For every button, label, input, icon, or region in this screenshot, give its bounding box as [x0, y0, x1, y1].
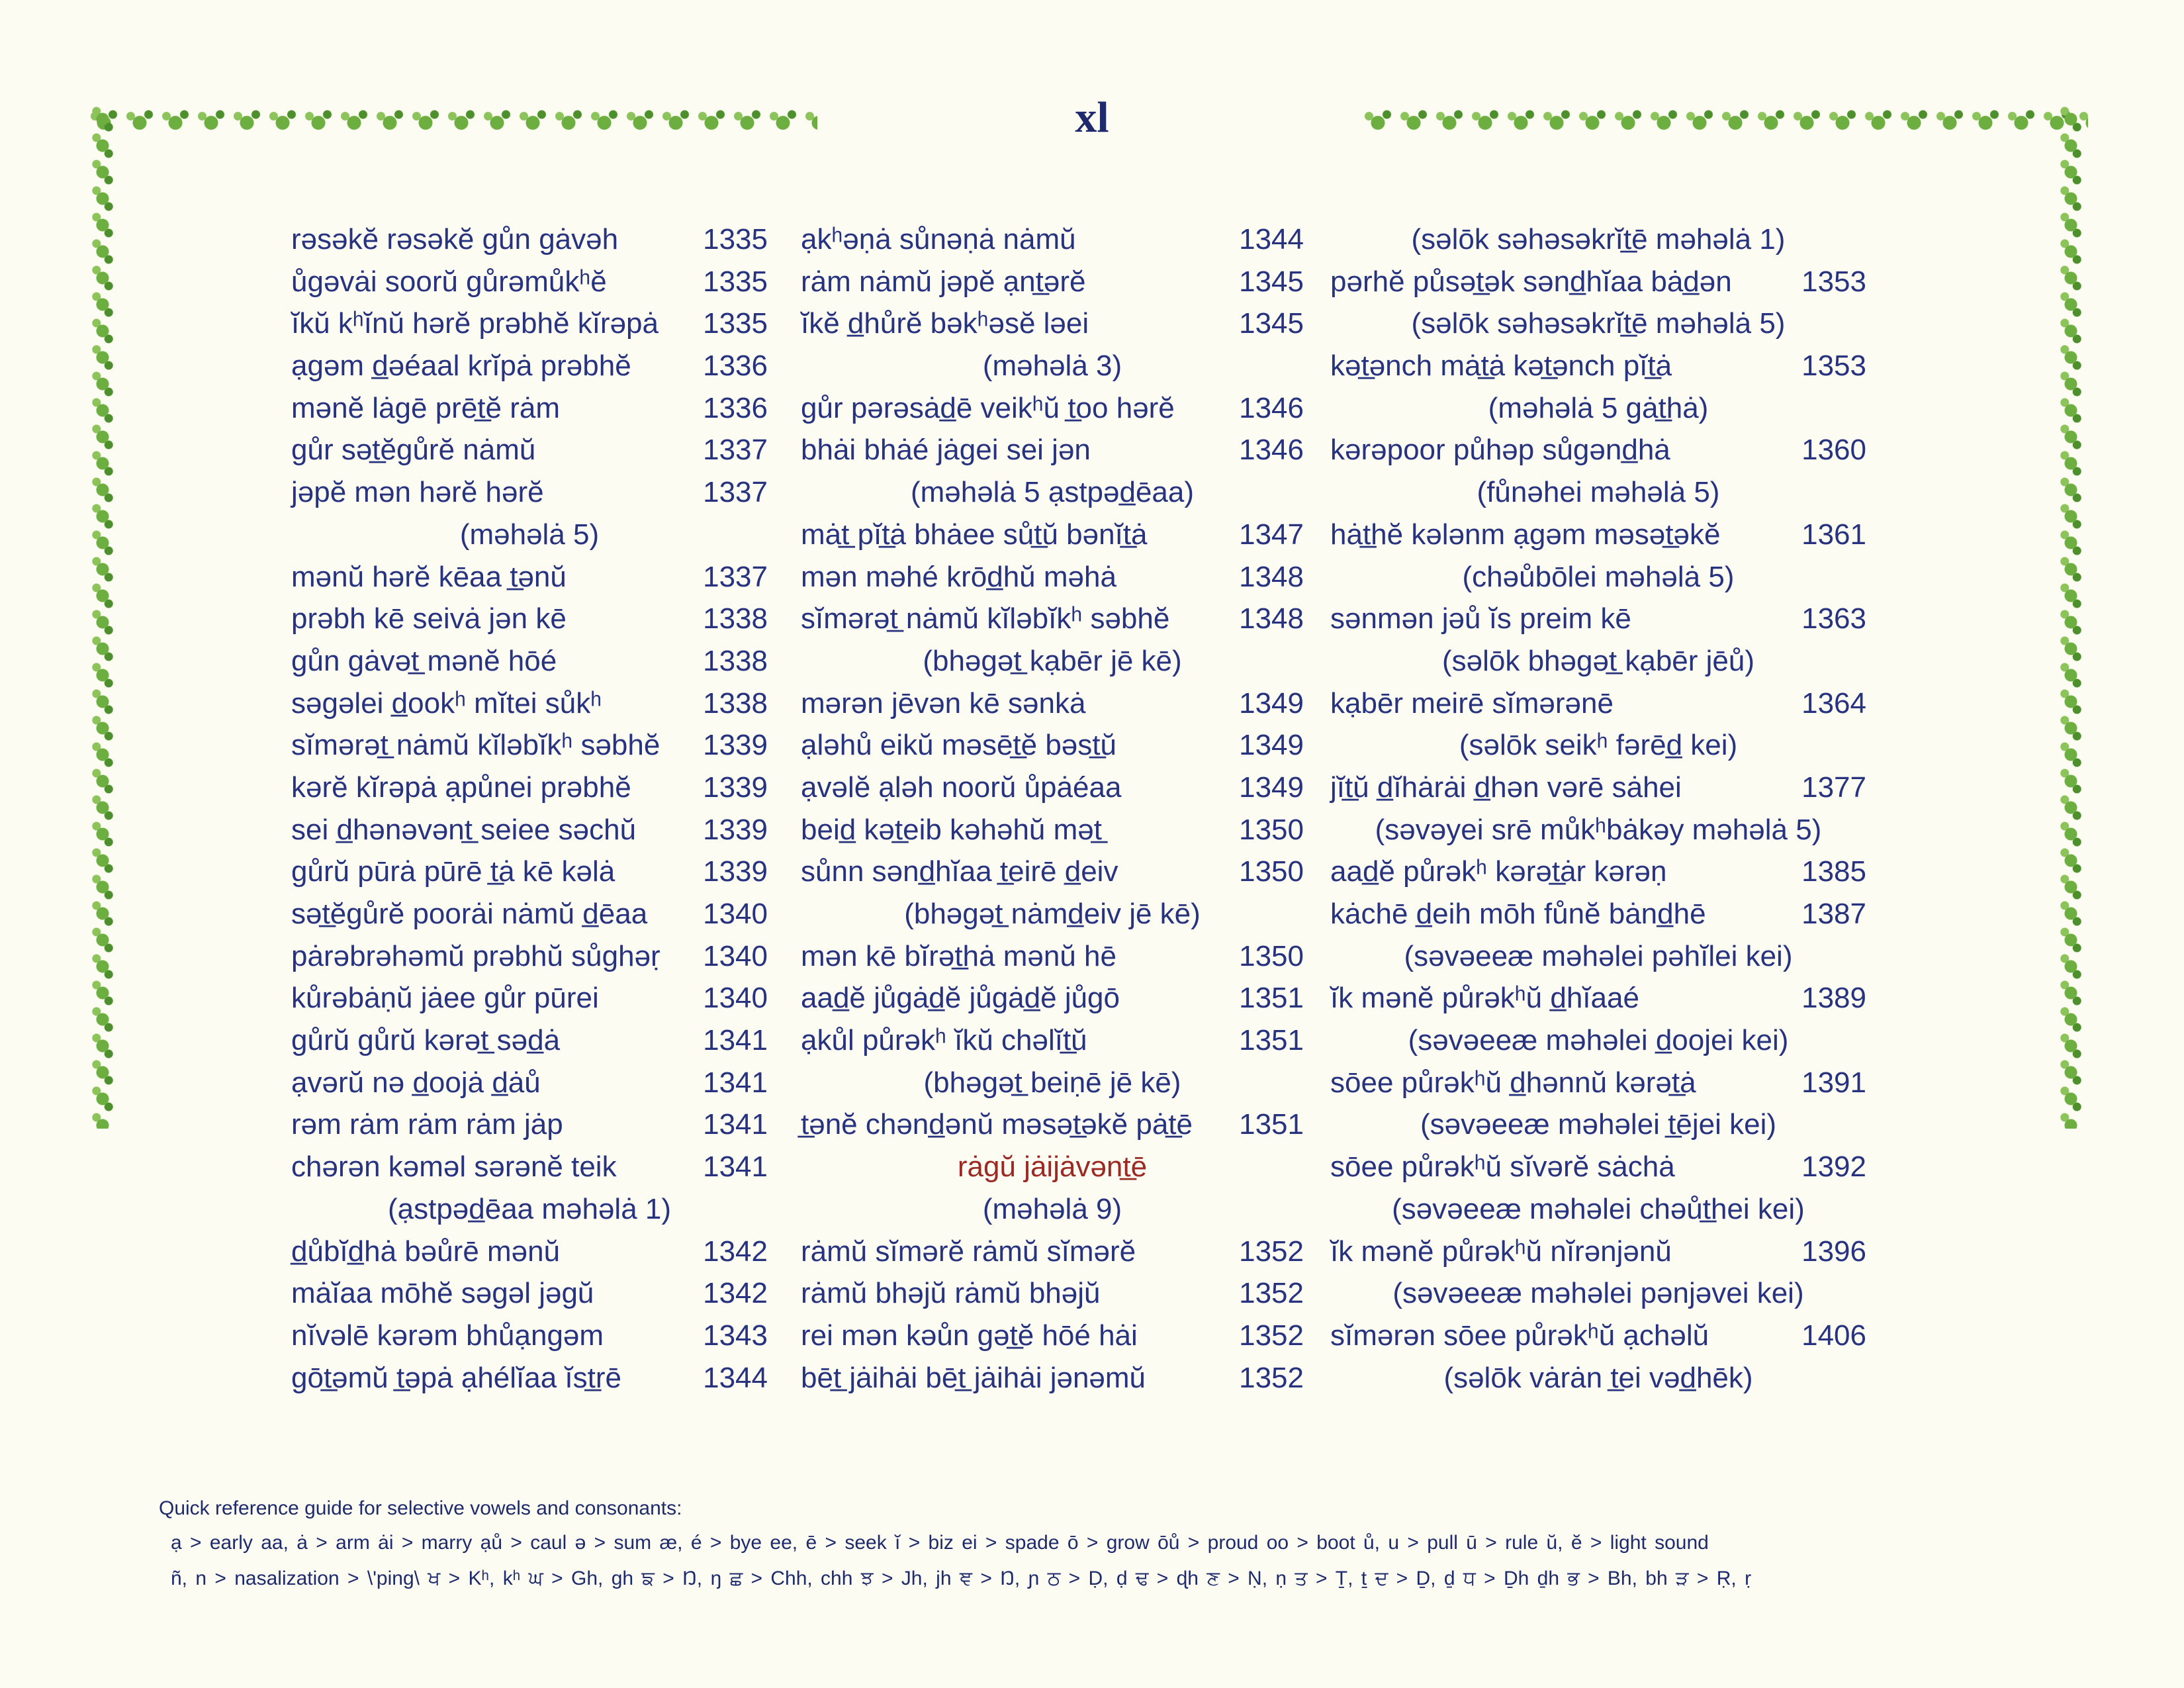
entry-text: (chəůbōlei məhəlȧ 5) — [1462, 560, 1735, 593]
section-heading — [291, 514, 768, 556]
entry-text: (məhəlȧ 5) — [459, 518, 600, 551]
entry-text: mən məhé krōd̲hŭ məhȧ — [801, 560, 1116, 593]
entry-page-number: 1377 — [1801, 771, 1866, 804]
entry-text: gůn gȧvət̲ mənĕ hōé — [291, 644, 557, 677]
section-heading — [1330, 303, 1866, 345]
section-heading — [1330, 471, 1866, 514]
entry-text: (səlōk seikʰ fərēd̲ kei) — [1459, 729, 1738, 762]
entry-page-number: 1339 — [703, 855, 768, 888]
entry-page-number: 1336 — [703, 391, 768, 424]
entry-text: (fůnəhei məhəlȧ 5) — [1477, 476, 1720, 509]
entry-text: ạləhů eikŭ məsēt̲ĕ bəst̲ŭ — [801, 729, 1116, 762]
entry-text: kərĕ kĭrəpȧ ạpůnei prəbhĕ — [291, 771, 631, 804]
entry-text: gůr pərəsȧd̲ē veikʰŭ t̲oo hərĕ — [801, 391, 1175, 424]
entry-page-number: 1351 — [1239, 1108, 1304, 1141]
index-entry — [291, 387, 768, 430]
index-entry — [1330, 1062, 1866, 1104]
entry-page-number: 1353 — [1801, 265, 1866, 298]
floral-border-top-right — [1360, 105, 2088, 138]
entry-page-number: 1387 — [1801, 898, 1866, 930]
section-heading — [1330, 1272, 1866, 1315]
entry-text: pȧrəbrəhəmŭ prəbhŭ sůghəṛ — [291, 939, 660, 972]
entry-text: rei mən kəůn gət̲ĕ hōé hȧi — [801, 1319, 1138, 1352]
entry-page-number: 1339 — [703, 729, 768, 762]
entry-text: sĭmərət̲ nȧmŭ kĭləbĭkʰ səbhĕ — [291, 729, 660, 762]
section-heading — [1330, 387, 1866, 430]
index-entry — [801, 556, 1304, 598]
index-entry — [1330, 893, 1866, 935]
entry-page-number: 1338 — [703, 602, 768, 635]
floral-border-left — [87, 106, 118, 1129]
section-heading — [291, 1188, 768, 1231]
entry-page-number: 1352 — [1239, 1319, 1304, 1352]
index-entry — [1330, 851, 1866, 893]
index-entry — [1330, 345, 1866, 387]
entry-text: rȧm nȧmŭ jəpĕ ạnt̲ərĕ — [801, 265, 1086, 298]
entry-page-number: 1344 — [703, 1361, 768, 1394]
entry-page-number: 1351 — [1239, 1024, 1304, 1057]
entry-page-number: 1342 — [703, 1235, 768, 1268]
entry-text: hȧt̲hĕ kələnm ạgəm məsət̲əkĕ — [1330, 518, 1721, 551]
entry-text: (bhəgət̲ nȧmd̲eiv jē kē) — [904, 898, 1201, 930]
entry-text: (səlōk vȧrȧn t̲ei vəd̲hēk) — [1443, 1361, 1753, 1394]
index-entry — [801, 514, 1304, 556]
index-entry — [291, 345, 768, 387]
index-entry — [291, 1357, 768, 1399]
entry-text: ĭkĕ d̲hůrĕ bəkʰəsĕ ləei — [801, 307, 1089, 340]
index-entry — [801, 598, 1304, 640]
index-entry — [801, 682, 1304, 725]
entry-page-number: 1339 — [703, 813, 768, 846]
entry-page-number: 1346 — [1239, 434, 1304, 467]
entry-page-number: 1341 — [703, 1108, 768, 1141]
index-entry — [801, 767, 1304, 809]
entry-text: (məhəlȧ 3) — [982, 350, 1122, 383]
entry-text: sōee půrəkʰŭ sĭvərĕ sȧchȧ — [1330, 1150, 1675, 1184]
index-entry — [801, 1272, 1304, 1315]
section-heading — [1330, 556, 1866, 598]
index-entry — [291, 935, 768, 978]
entry-page-number: 1353 — [1801, 350, 1866, 383]
entry-text: kət̲ənch mȧt̲ȧ kət̲ənch pĭt̲ȧ — [1330, 350, 1672, 383]
index-entry — [1330, 1231, 1866, 1273]
section-heading — [801, 1062, 1304, 1104]
index-entry — [801, 851, 1304, 893]
entry-text: mȧĭaa mōhĕ səgəl jəgŭ — [291, 1277, 594, 1310]
entry-text: rəm rȧm rȧm rȧm jȧp — [291, 1108, 563, 1141]
entry-page-number: 1338 — [703, 686, 768, 720]
index-entry — [801, 218, 1304, 261]
index-entry — [801, 977, 1304, 1019]
entry-text: bēt̲ jȧihȧi bēt̲ jȧihȧi jənəmŭ — [801, 1361, 1146, 1394]
entry-text: rȧmŭ bhəjŭ rȧmŭ bhəjŭ — [801, 1277, 1101, 1310]
entry-page-number: 1346 — [1239, 391, 1304, 424]
section-heading — [1330, 935, 1866, 978]
entry-text: ĭk mənĕ půrəkʰŭ nĭrənjənŭ — [1330, 1235, 1672, 1268]
entry-text: sůnn sənd̲hĭaa t̲eirē d̲eiv — [801, 855, 1118, 888]
entry-text: ạkʰəṇȧ sůnəṇȧ nȧmŭ — [801, 223, 1076, 256]
section-heading — [801, 893, 1304, 935]
index-entry — [291, 809, 768, 851]
entry-text: sōee půrəkʰŭ d̲hənnŭ kərət̲ȧ — [1330, 1066, 1696, 1099]
entry-page-number: 1344 — [1239, 223, 1304, 256]
entry-text: sĭmərət̲ nȧmŭ kĭləbĭkʰ səbhĕ — [801, 602, 1170, 635]
entry-text: mənĕ lȧgē prēt̲ĕ rȧm — [291, 391, 560, 424]
entry-text: rəsəkĕ rəsəkĕ gůn gȧvəh — [291, 223, 619, 256]
entry-text: bhȧi bhȧé jȧgei sei jən — [801, 434, 1091, 467]
index-entry — [291, 429, 768, 471]
entry-text: ạkůl půrəkʰ ĭkŭ chəlĭt̲ŭ — [801, 1024, 1087, 1057]
entry-text: gůrŭ pūrȧ pūrē t̲ȧ kē kəlȧ — [291, 855, 615, 888]
entry-text: kərəpoor půhəp sůgənd̲hȧ — [1330, 434, 1670, 467]
entry-page-number: 1396 — [1801, 1235, 1866, 1268]
index-entry — [1330, 261, 1866, 303]
entry-text: aad̲ĕ půrəkʰ kərət̲ȧr kərəṇ — [1330, 855, 1667, 888]
entry-text: jəpĕ mən hərĕ hərĕ — [291, 476, 544, 509]
index-column-2 — [801, 218, 1304, 1399]
index-entry — [291, 471, 768, 514]
entry-page-number: 1336 — [703, 350, 768, 383]
index-entry — [801, 935, 1304, 978]
entry-text: (səvəeeæ məhəlei chəůt̲hei kei) — [1392, 1192, 1805, 1225]
entry-page-number: 1335 — [703, 223, 768, 256]
index-entry — [1330, 767, 1866, 809]
index-entry — [1330, 977, 1866, 1019]
reference-guide-consonants: ñ, n > nasalization > \'ping\ ਖ > Kʰ, kʰ ਘ > Gh, gh ਙ > Ŋ, ŋ ਛ > Chh, chh ਝ > Jh, jh ਞ > Ŋ, ɲ ਠ > Ḍ, ḍ ਢ > ɖh ਣ > Ṇ, ṇ ਤ > Ṯ, ṯ ਦ > Ḏ, ḏ ਧ > Ḏh ḏh ਭ > Bh, bh ੜ > Ṛ, ṛ — [171, 1568, 1752, 1589]
entry-page-number: 1351 — [1239, 982, 1304, 1015]
entry-text: ạgəm d̲əéaal krĭpȧ prəbhĕ — [291, 350, 631, 383]
index-entry — [801, 429, 1304, 471]
entry-text: sənmən jəů ĭs preim kē — [1330, 602, 1631, 635]
entry-page-number: 1340 — [703, 939, 768, 972]
entry-page-number: 1337 — [703, 476, 768, 509]
entry-page-number: 1341 — [703, 1024, 768, 1057]
index-entry — [291, 893, 768, 935]
index-entry — [291, 218, 768, 261]
index-entry — [801, 1103, 1304, 1146]
index-entry — [291, 598, 768, 640]
entry-text: (bhəgət̲ beiṇē jē kē) — [923, 1066, 1181, 1099]
entry-text: (səvəeeæ məhəlei pənjəvei kei) — [1392, 1277, 1804, 1310]
entry-page-number: 1385 — [1801, 855, 1866, 888]
index-entry — [801, 1019, 1304, 1062]
section-heading — [801, 471, 1304, 514]
index-entry — [291, 977, 768, 1019]
entry-page-number: 1337 — [703, 434, 768, 467]
entry-page-number: 1361 — [1801, 518, 1866, 551]
entry-text: beid̲ kət̲eib kəhəhŭ mət̲ — [801, 813, 1102, 846]
index-entry — [1330, 429, 1866, 471]
entry-text: aad̲ĕ jůgȧd̲ĕ jůgȧd̲ĕ jůgō — [801, 982, 1120, 1015]
entry-text: ạvərŭ nə d̲oojȧ d̲ȧů — [291, 1066, 541, 1099]
entry-page-number: 1349 — [1239, 771, 1304, 804]
index-entry — [801, 724, 1304, 767]
index-entry — [291, 767, 768, 809]
entry-text: (səlōk səhəsəkrĭt̲ē məhəlȧ 1) — [1411, 223, 1786, 256]
index-entry — [291, 1103, 768, 1146]
index-entry — [291, 1019, 768, 1062]
section-heading — [1330, 1019, 1866, 1062]
index-entry — [291, 556, 768, 598]
entry-text: kạbēr meirē sĭmərənē — [1330, 686, 1614, 720]
entry-text: (məhəlȧ 5 ạstpəd̲ēaa) — [910, 476, 1195, 509]
entry-text: jĭt̲ŭ d̲ĭhȧrȧi d̲hən vərē sȧhei — [1330, 771, 1682, 804]
entry-page-number: 1348 — [1239, 560, 1304, 593]
entry-text: (bhəgət̲ kạbēr jē kē) — [923, 644, 1182, 677]
index-entry — [1330, 598, 1866, 640]
index-entry — [1330, 682, 1866, 725]
entry-text: (səvəeeæ məhəlei d̲oojei kei) — [1408, 1024, 1789, 1057]
floral-border-top-left — [86, 105, 817, 138]
entry-page-number: 1364 — [1801, 686, 1866, 720]
entry-page-number: 1406 — [1801, 1319, 1866, 1352]
section-heading — [1330, 640, 1866, 682]
entry-page-number: 1350 — [1239, 939, 1304, 972]
index-entry — [291, 724, 768, 767]
entry-text: mən kē bĭrət̲hȧ mənŭ hē — [801, 939, 1116, 972]
section-heading — [1330, 1188, 1866, 1231]
entry-page-number: 1350 — [1239, 813, 1304, 846]
index-entry — [1330, 1315, 1866, 1357]
entry-page-number: 1350 — [1239, 855, 1304, 888]
entry-text: d̲ůbĭd̲hȧ bəůrē mənŭ — [291, 1235, 561, 1268]
entry-text: gōt̲əmŭ t̲əpȧ ạhélĭaa ĭst̲rē — [291, 1361, 621, 1394]
entry-text: ůgəvȧi soorŭ gůrəmůkʰĕ — [291, 265, 607, 298]
floral-border-right — [2056, 106, 2086, 1129]
entry-text: pərhĕ půsət̲ək sənd̲hĭaa bȧd̲ən — [1330, 265, 1732, 298]
entry-page-number: 1342 — [703, 1277, 768, 1310]
entry-page-number: 1335 — [703, 307, 768, 340]
reference-guide-vowels: ạ > early aa, ȧ > arm ȧi > marry ạů > caul ə > sum æ, é > bye ee, ē > seek ĭ > biz ei > spade ō > grow ōů > proud oo > boot ů, u > pull ū > rule ŭ, ĕ > light sound — [171, 1532, 1709, 1554]
entry-text: səgəlei d̲ookʰ mĭtei sůkʰ — [291, 686, 602, 720]
section-heading — [801, 1188, 1304, 1231]
index-entry — [1330, 1146, 1866, 1188]
entry-text: (ạstpəd̲ēaa məhəlȧ 1) — [387, 1192, 672, 1225]
index-entry — [291, 1272, 768, 1315]
entry-text: sət̲ĕgůrĕ poorȧi nȧmŭ d̲ēaa — [291, 898, 648, 930]
index-entry — [291, 261, 768, 303]
index-entry — [801, 1231, 1304, 1273]
entry-text: ĭk mənĕ půrəkʰŭ d̲hĭaaé — [1330, 982, 1639, 1015]
index-entry — [291, 851, 768, 893]
entry-text: (səlōk səhəsəkrĭt̲ē məhəlȧ 5) — [1411, 307, 1786, 340]
entry-page-number: 1392 — [1801, 1150, 1866, 1184]
entry-page-number: 1345 — [1239, 265, 1304, 298]
index-entry — [291, 1062, 768, 1104]
entry-page-number: 1348 — [1239, 602, 1304, 635]
entry-page-number: 1343 — [703, 1319, 768, 1352]
index-entry — [801, 261, 1304, 303]
entry-text: rȧgŭ jȧijȧvənt̲ē — [957, 1150, 1148, 1184]
entry-text: (səvəeeæ məhəlei t̲ējei kei) — [1420, 1108, 1777, 1141]
entry-text: ĭkŭ kʰĭnŭ hərĕ prəbhĕ kĭrəpȧ — [291, 307, 659, 340]
index-column-1 — [291, 218, 768, 1399]
entry-text: (səvəeeæ məhəlei pəhĭlei kei) — [1404, 939, 1793, 972]
index-entry — [291, 1231, 768, 1273]
index-entry — [801, 387, 1304, 430]
entry-page-number: 1349 — [1239, 729, 1304, 762]
section-heading — [1330, 1357, 1866, 1399]
entry-text: gůrŭ gůrŭ kərət̲ səd̲ȧ — [291, 1024, 561, 1057]
entry-text: (səvəyei srē můkʰbȧkəy məhəlȧ 5) — [1375, 813, 1822, 846]
entry-text: gůr sət̲ĕgůrĕ nȧmŭ — [291, 434, 536, 467]
entry-page-number: 1360 — [1801, 434, 1866, 467]
section-heading — [801, 640, 1304, 682]
entry-page-number: 1340 — [703, 898, 768, 930]
entry-text: chərən kəməl sərənĕ teik — [291, 1150, 617, 1184]
page-number: xl — [1075, 93, 1109, 142]
section-heading — [1330, 1103, 1866, 1146]
entry-page-number: 1349 — [1239, 686, 1304, 720]
index-entry — [291, 1315, 768, 1357]
entry-page-number: 1335 — [703, 265, 768, 298]
index-column-3 — [1330, 218, 1866, 1399]
section-heading — [1330, 809, 1866, 851]
entry-page-number: 1352 — [1239, 1277, 1304, 1310]
entry-text: sei d̲hənəvənt̲ seiee səchŭ — [291, 813, 637, 846]
section-heading — [801, 1146, 1304, 1188]
entry-text: mənŭ hərĕ kēaa t̲ənŭ — [291, 560, 567, 593]
entry-text: prəbh kē seivȧ jən kē — [291, 602, 567, 635]
entry-page-number: 1337 — [703, 560, 768, 593]
index-entry — [801, 1357, 1304, 1399]
index-entry — [291, 682, 768, 725]
index-entry — [801, 809, 1304, 851]
index-entry — [291, 1146, 768, 1188]
section-heading — [1330, 218, 1866, 261]
entry-text: (səlōk bhəgət̲ kạbēr jēů) — [1441, 644, 1755, 677]
entry-text: ạvəlĕ ạləh noorŭ ůpȧéaa — [801, 771, 1122, 804]
entry-text: rȧmŭ sĭmərĕ rȧmŭ sĭmərĕ — [801, 1235, 1136, 1268]
entry-page-number: 1363 — [1801, 602, 1866, 635]
entry-page-number: 1389 — [1801, 982, 1866, 1015]
entry-page-number: 1347 — [1239, 518, 1304, 551]
entry-text: t̲ənĕ chənd̲ənŭ məsət̲əkĕ pȧt̲ē — [801, 1108, 1193, 1141]
entry-page-number: 1341 — [703, 1066, 768, 1099]
section-heading — [801, 345, 1304, 387]
index-entry — [1330, 514, 1866, 556]
entry-page-number: 1352 — [1239, 1361, 1304, 1394]
reference-guide-title: Quick reference guide for selective vowels and consonants: — [159, 1497, 682, 1519]
entry-page-number: 1352 — [1239, 1235, 1304, 1268]
entry-text: (məhəlȧ 9) — [982, 1192, 1122, 1225]
index-entry — [291, 640, 768, 682]
entry-page-number: 1340 — [703, 982, 768, 1015]
section-heading — [1330, 724, 1866, 767]
entry-text: mərən jēvən kē sənkȧ — [801, 686, 1086, 720]
entry-page-number: 1341 — [703, 1150, 768, 1184]
index-entry — [801, 1315, 1304, 1357]
index-entry — [801, 303, 1304, 345]
entry-text: kȧchē d̲eih mōh fůnĕ bȧnd̲hē — [1330, 898, 1706, 930]
entry-page-number: 1339 — [703, 771, 768, 804]
entry-text: nĭvəlē kərəm bhůạngəm — [291, 1319, 604, 1352]
entry-page-number: 1345 — [1239, 307, 1304, 340]
entry-page-number: 1391 — [1801, 1066, 1866, 1099]
entry-text: sĭmərən sōee půrəkʰŭ ạchəlŭ — [1330, 1319, 1709, 1352]
entry-text: kůrəbȧṇŭ jȧee gůr pūrei — [291, 982, 599, 1015]
entry-page-number: 1338 — [703, 644, 768, 677]
entry-text: (məhəlȧ 5 gȧt̲hȧ) — [1488, 391, 1709, 424]
index-entry — [291, 303, 768, 345]
entry-text: mȧt̲ pĭt̲ȧ bhȧee sůt̲ŭ bənĭt̲ȧ — [801, 518, 1148, 551]
